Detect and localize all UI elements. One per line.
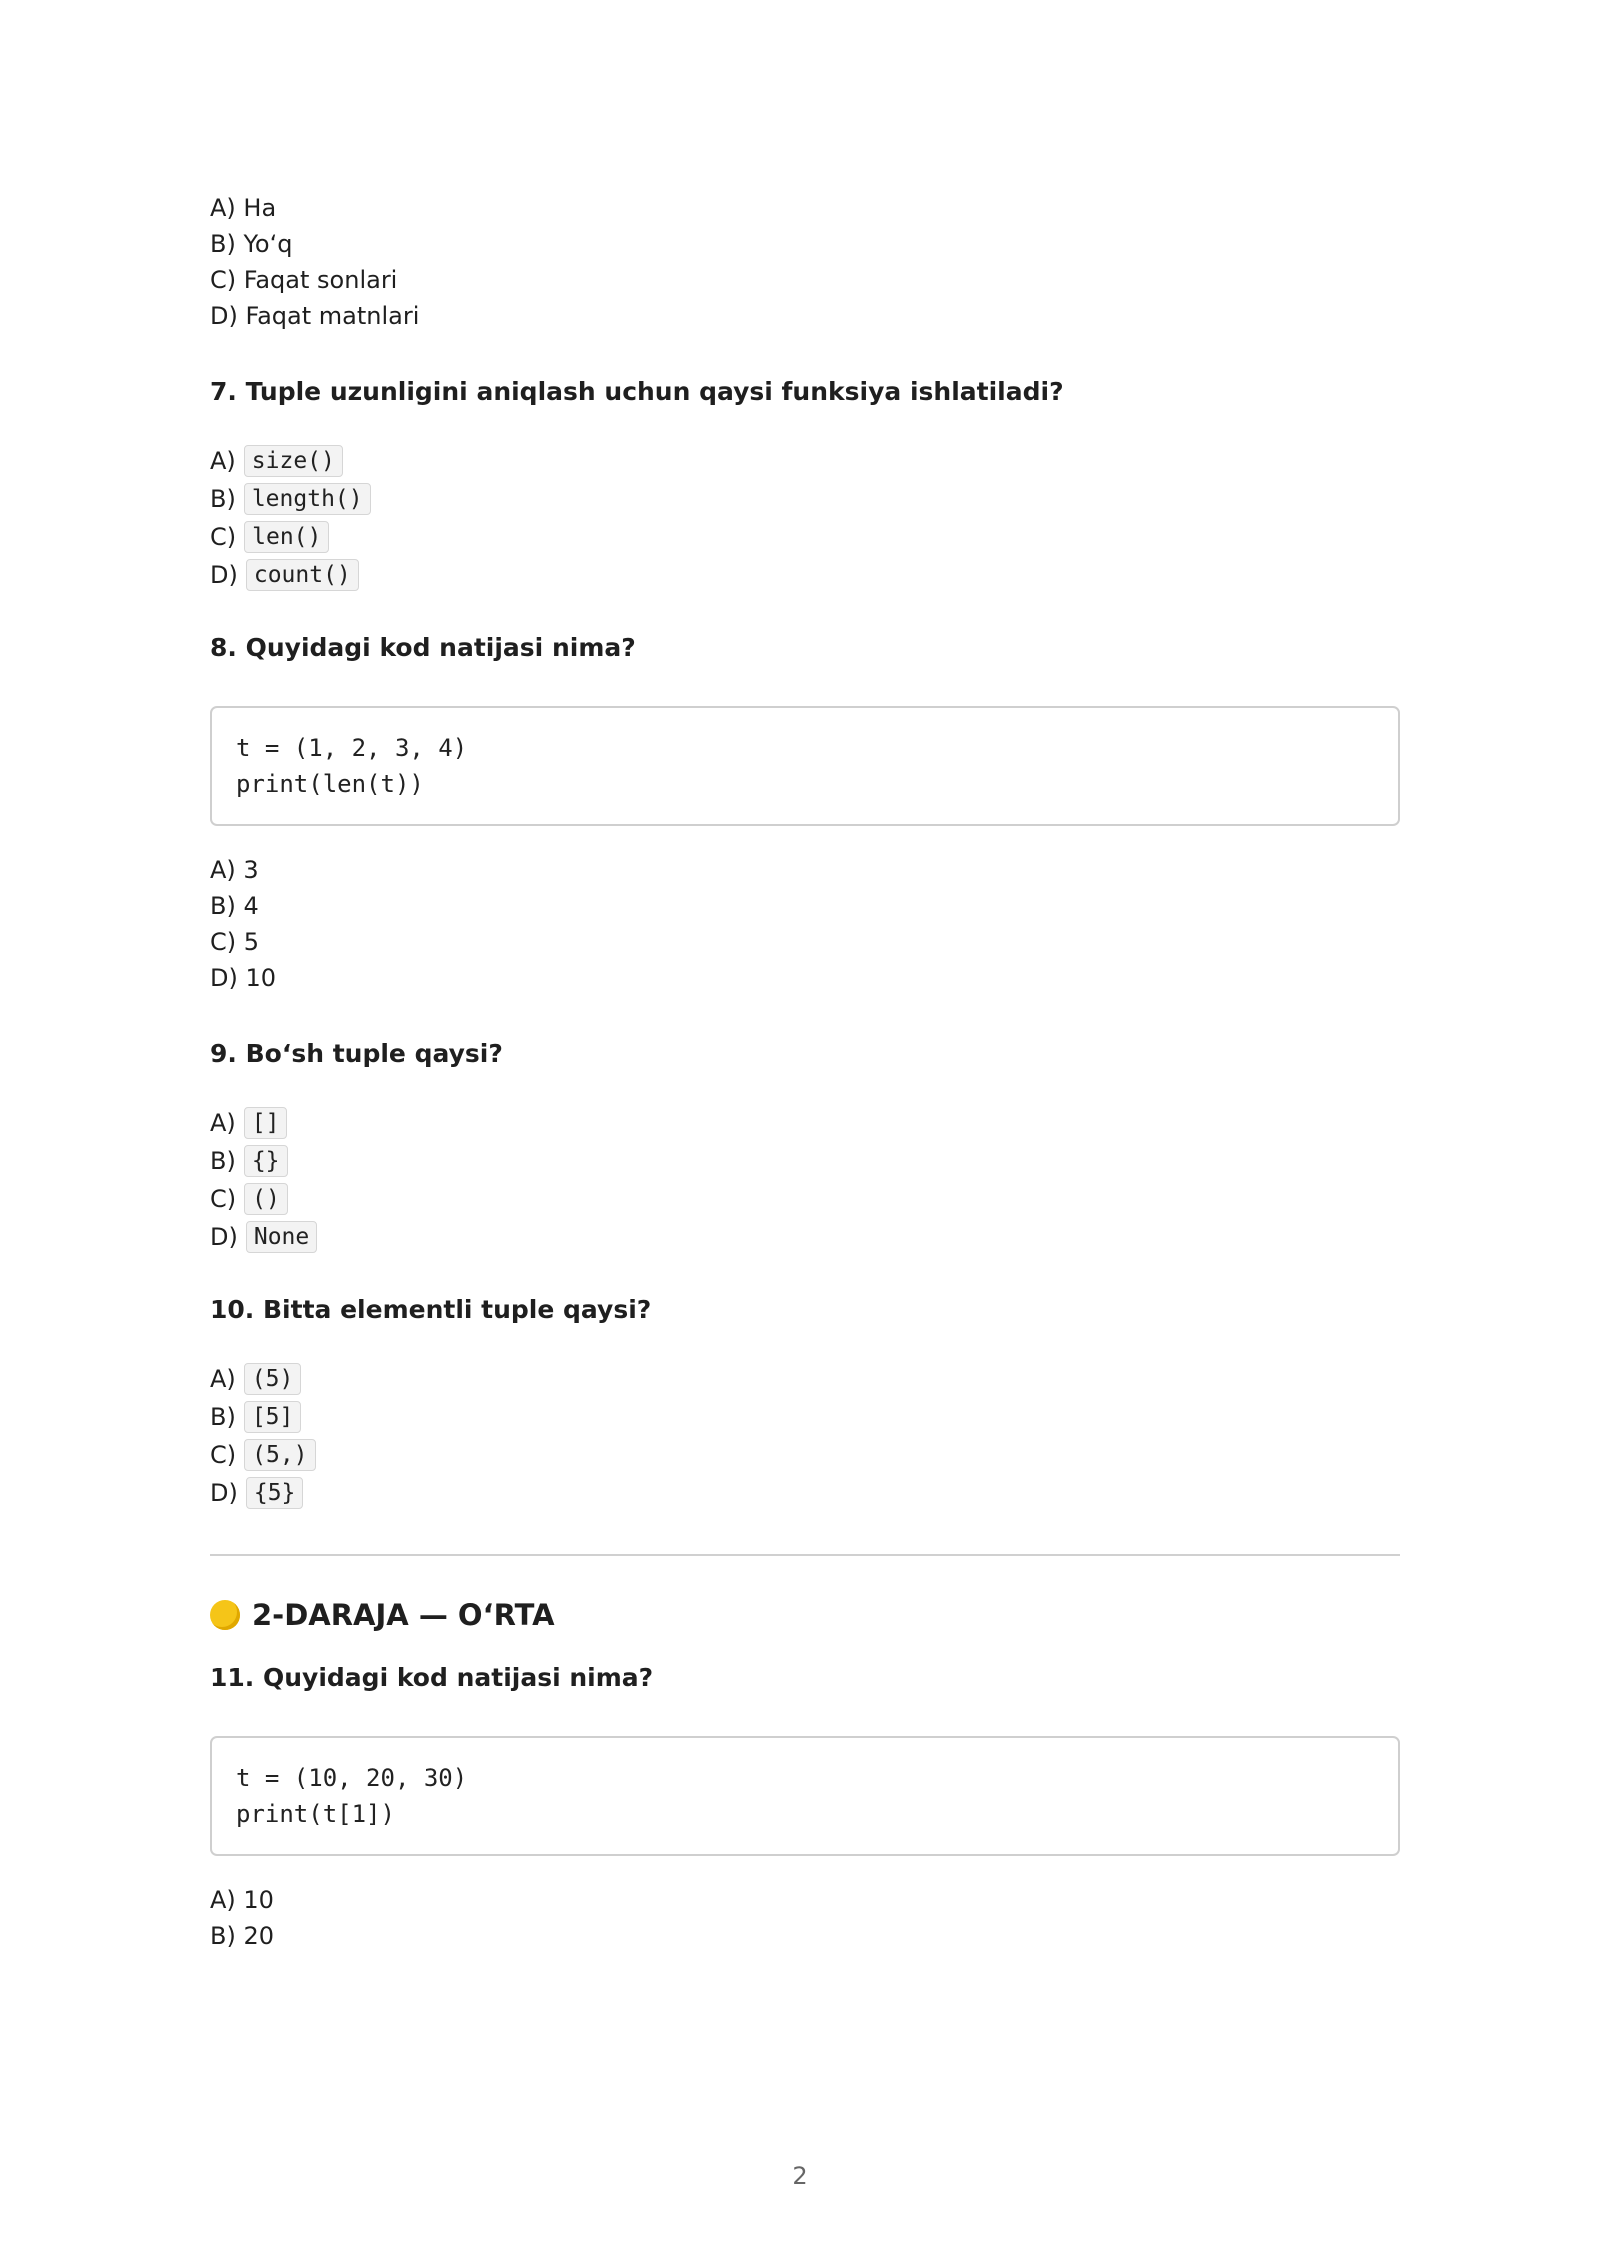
option-letter: A): [210, 1365, 236, 1393]
option: [210, 1474, 1400, 1512]
section-divider: [210, 1554, 1400, 1556]
inline-code: [5]: [244, 1401, 302, 1433]
section-heading: [210, 1598, 1400, 1632]
section-title: 2-DARAJA — O‘RTA: [252, 1598, 555, 1632]
option: D) Faqat matnlari: [210, 302, 420, 330]
code-line: print(len(t)): [236, 770, 424, 798]
q7-options: [210, 442, 1400, 594]
option: [210, 1398, 1400, 1436]
option-letter: A): [210, 1109, 236, 1137]
q8-options: [210, 852, 1400, 996]
inline-code: length(): [244, 483, 371, 515]
question-10: 10. Bitta elementli tuple qaysi?: [210, 1295, 652, 1324]
question-7: 7. Tuple uzunligini aniqlash uchun qaysi funksiya ishlatiladi?: [210, 377, 1064, 406]
option: A) Ha: [210, 194, 277, 222]
option: C) 5: [210, 928, 260, 956]
option-letter: D): [210, 561, 238, 589]
inline-code: {5}: [246, 1477, 304, 1509]
option-letter: C): [210, 1441, 237, 1469]
q10-options: [210, 1360, 1400, 1512]
inline-code: []: [244, 1107, 288, 1139]
code-block: [210, 1736, 1400, 1856]
option: A) 3: [210, 856, 259, 884]
question-8: 8. Quyidagi kod natijasi nima?: [210, 633, 636, 662]
option-letter: D): [210, 1479, 238, 1507]
document-page: [210, 190, 1400, 1954]
option: [210, 1104, 1400, 1142]
option: [210, 518, 1400, 556]
option-letter: C): [210, 1185, 237, 1213]
code-block: [210, 706, 1400, 826]
inline-code: size(): [244, 445, 343, 477]
question-9: 9. Bo‘sh tuple qaysi?: [210, 1039, 503, 1068]
inline-code: (5,): [244, 1439, 315, 1471]
option: B) 4: [210, 892, 259, 920]
option-letter: A): [210, 447, 236, 475]
code-line: t = (10, 20, 30): [236, 1764, 468, 1792]
option: [210, 480, 1400, 518]
option-letter: C): [210, 523, 237, 551]
inline-code: len(): [244, 521, 329, 553]
code-line: print(t[1]): [236, 1800, 395, 1828]
option-letter: B): [210, 1147, 236, 1175]
option: B) 20: [210, 1922, 274, 1950]
option: [210, 1360, 1400, 1398]
option: [210, 1218, 1400, 1256]
option: D) 10: [210, 964, 277, 992]
q11-options: [210, 1882, 1400, 1954]
page-number: 2: [792, 2162, 808, 2190]
option: [210, 556, 1400, 594]
option: A) 10: [210, 1886, 274, 1914]
option-letter: D): [210, 1223, 238, 1251]
yellow-circle-icon: [210, 1600, 240, 1630]
inline-code: count(): [246, 559, 359, 591]
inline-code: (): [244, 1183, 288, 1215]
question-11: 11. Quyidagi kod natijasi nima?: [210, 1663, 654, 1692]
option: [210, 1436, 1400, 1474]
q6-options: [210, 190, 1400, 334]
option-letter: B): [210, 485, 236, 513]
option: [210, 1180, 1400, 1218]
option: [210, 1142, 1400, 1180]
inline-code: (5): [244, 1363, 302, 1395]
option: B) Yo‘q: [210, 230, 293, 258]
inline-code: {}: [244, 1145, 288, 1177]
code-line: t = (1, 2, 3, 4): [236, 734, 468, 762]
q9-options: [210, 1104, 1400, 1256]
inline-code: None: [246, 1221, 317, 1253]
option-letter: B): [210, 1403, 236, 1431]
option: [210, 442, 1400, 480]
option: C) Faqat sonlari: [210, 266, 398, 294]
